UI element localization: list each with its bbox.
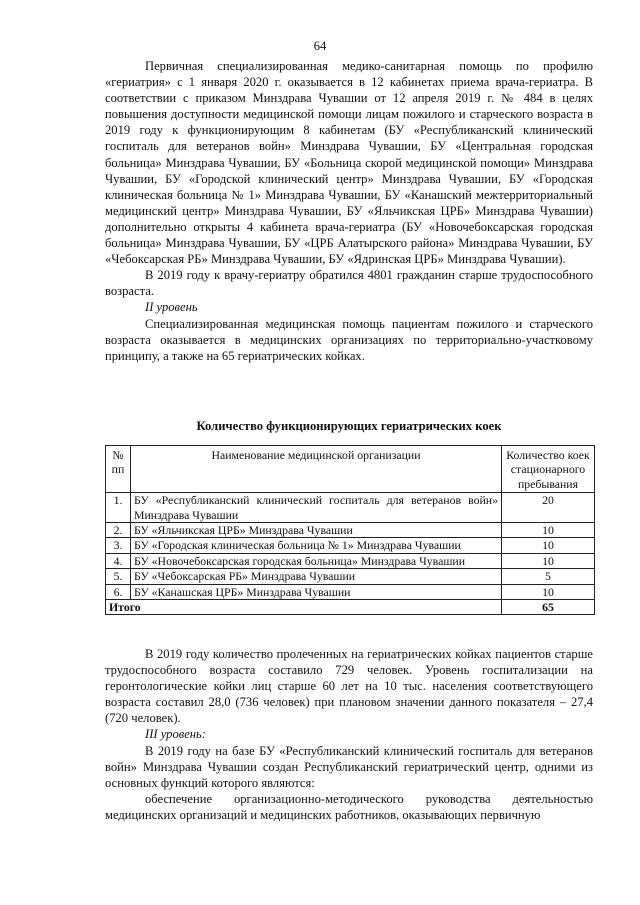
- table-row: [106, 523, 595, 538]
- row-bed-count: 5: [502, 569, 595, 584]
- row-bed-count: 20: [502, 493, 595, 523]
- row-org-name: БУ «Чебоксарская РБ» Минздрава Чувашии: [131, 569, 502, 584]
- row-num: 5.: [106, 569, 131, 584]
- table-header-row: [106, 446, 595, 493]
- total-label: Итого: [106, 600, 502, 615]
- total-value: 65: [502, 600, 595, 615]
- row-num: 2.: [106, 523, 131, 538]
- bottom-text-block: [105, 646, 593, 823]
- row-org-name: БУ «Яльчикская ЦРБ» Минздрава Чувашии: [131, 523, 502, 538]
- row-org-name: БУ «Новочебоксарская городская больница» Минздрава Чувашии: [131, 553, 502, 568]
- level-2-heading: II уровень: [145, 300, 198, 315]
- table-row: [106, 584, 595, 599]
- row-org-name: БУ «Городская клиническая больница № 1» Минздрава Чувашии: [131, 538, 502, 553]
- row-num: 4.: [106, 553, 131, 568]
- row-num: 1.: [106, 493, 131, 523]
- header-num: № пп: [106, 446, 131, 493]
- geriatric-beds-table: [105, 445, 595, 615]
- paragraph-geriatrician-visits: В 2019 году к врачу-гериатру обратился 4801 гражданин старше трудоспособного возраста.: [105, 268, 593, 299]
- row-bed-count: 10: [502, 538, 595, 553]
- paragraph-specialized-care: Специализированная медицинская помощь пациентам пожилого и старческого возраста оказывается в медицинских организациях по территориально-участковому принципу, а также на 65 гериатрических койках.: [105, 316, 593, 363]
- paragraph-primary-care: Первичная специализированная медико-санитарная помощь по профилю «гериатрия» с 1 января 2020 г. оказывается в 12 кабинетах приема врача-гериатра. В соответствии с приказом Минздрава Чувашии от 12 апреля 2019 г. № 484 в целях повышения доступности медицинской помощи лицам пожилого и старческого возраста в 2019 году к функционирующим 8 кабинетам (БУ «Республиканский клинический госпиталь для ветеранов войн» Минздрава Чувашии, БУ «Центральная городская больница» Минздрава Чувашии, БУ «Больница скорой медицинской помощи» Минздрава Чувашии, БУ «Городской клинический центр» Минздрава Чувашии, БУ «Городская клиническая больница № 1» Минздрава Чувашии, БУ «Канашский межтерриториальный медицинский центр» Минздрава Чувашии, БУ «Яльчикская ЦРБ» Минздрава Чувашии) дополнительно открыты 4 кабинета врача-гериатра (БУ «Новочебоксарская городская больница» Минздрава Чувашии, БУ «ЦРБ Алатырского района» Минздрава Чувашии, БУ «Чебоксарская РБ» Минздрава Чувашии, БУ «Ядринская ЦРБ» Минздрава Чувашии).: [105, 59, 593, 267]
- table-row: [106, 493, 595, 523]
- paragraph-geriatric-center: В 2019 году на базе БУ «Республиканский клинический госпиталь для ветеранов войн» Минздрава Чувашии создан Республиканский гериатрический центр, одними из основных функций которого являются:: [105, 743, 593, 790]
- row-bed-count: 10: [502, 584, 595, 599]
- paragraph-treated-patients: В 2019 году количество пролеченных на гериатрических койках пациентов старше трудоспособного возраста составило 729 человек. Уровень госпитализации на геронтологические койки лиц старше 60 лет на 10 тыс. населения соответствующего возраста составил 28,0 (736 человек) при плановом значении данного показателя – 27,4 (720 человек).: [105, 647, 593, 726]
- row-org-name: БУ «Республиканский клинический госпиталь для ветеранов войн» Минздрава Чувашии: [131, 493, 502, 523]
- paragraph-center-functions: обеспечение организационно-методического руководства деятельностью медицинских организаций и медицинских работников, оказывающих первичную: [105, 791, 593, 822]
- table-title: Количество функционирующих гериатрических коек: [196, 419, 502, 433]
- row-bed-count: 10: [502, 553, 595, 568]
- table-total-row: [106, 600, 595, 615]
- table-row: [106, 538, 595, 553]
- page-number: 64: [313, 39, 327, 53]
- row-num: 6.: [106, 584, 131, 599]
- header-bed-count: Количество коек стационарного пребывания: [502, 446, 595, 493]
- row-num: 3.: [106, 538, 131, 553]
- row-bed-count: 10: [502, 523, 595, 538]
- top-text-block: [105, 58, 593, 364]
- row-org-name: БУ «Канашская ЦРБ» Минздрава Чувашии: [131, 584, 502, 599]
- table-row: [106, 553, 595, 568]
- table-row: [106, 569, 595, 584]
- header-org-name: Наименование медицинской организации: [131, 446, 502, 493]
- level-3-heading: III уровень:: [145, 727, 206, 742]
